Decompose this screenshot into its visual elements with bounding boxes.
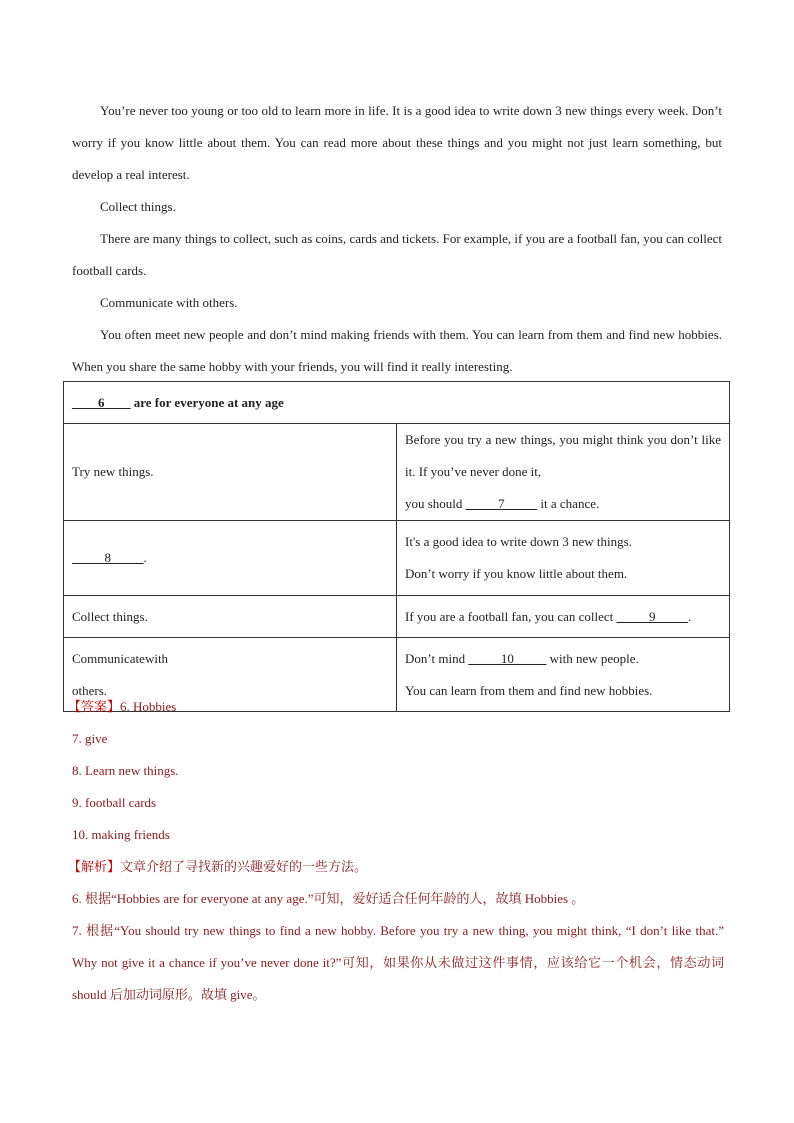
row-label-text: others. <box>72 682 108 698</box>
passage-paragraph: There are many things to collect, such as coins, cards and tickets. For example, if you are a football fan, you can collect football cards. <box>72 231 722 278</box>
summary-table <box>63 381 730 712</box>
answer-7: 7. give <box>72 731 108 746</box>
row-text: You can learn from them and find new hobbies. <box>405 682 653 698</box>
row-text <box>405 643 721 675</box>
text-part: you should <box>405 496 466 511</box>
blank-6: ____6____ <box>72 394 131 410</box>
row-text <box>405 488 721 520</box>
explanation-6: 6. 根据“Hobbies are for everyone at any age.”可知，爱好适合任何年龄的人，故填 Hobbies 。 <box>72 891 585 906</box>
row-label-text: Try new things. <box>72 464 154 479</box>
analysis-intro: 文章介绍了寻找新的兴趣爱好的一些方法。 <box>120 859 368 874</box>
text-part: it a chance. <box>537 496 600 511</box>
table-header-row <box>64 382 730 424</box>
table-row <box>64 596 730 638</box>
table-row <box>64 424 730 521</box>
blank-9: _____9_____ <box>616 608 689 624</box>
row-content <box>397 596 730 638</box>
row-label-text <box>72 643 388 675</box>
answer-9: 9. football cards <box>72 795 157 810</box>
text-part: . <box>688 608 692 624</box>
answer-10: 10. making friends <box>72 827 170 842</box>
row-label <box>64 424 397 521</box>
row-text: It's a good idea to write down 3 new things. <box>405 534 632 549</box>
table-header-cell <box>64 382 730 424</box>
text-part: Don’t mind <box>405 650 469 666</box>
answer-6: 6. Hobbies <box>120 699 177 714</box>
analysis-line <box>68 851 724 883</box>
text-part: with <box>144 650 169 666</box>
row-text: Don’t worry if you know little about them. <box>405 566 628 581</box>
row-text <box>405 601 721 633</box>
row-label-text: Collect things. <box>72 608 148 624</box>
row-label <box>64 596 397 638</box>
row-text: Before you try a new things, you might think you don’t like it. If you’ve never done it, <box>405 432 721 479</box>
reading-passage <box>72 95 722 383</box>
blank-8: _____8_____ <box>72 550 144 565</box>
row-content <box>397 424 730 521</box>
header-text: are for everyone at any age <box>130 394 284 410</box>
row-label-text <box>72 542 388 574</box>
table-row <box>64 521 730 596</box>
blank-7: _____7_____ <box>465 496 538 511</box>
explanation-7: 7. 根据“You should try new things to find a new hobby. Before you try a new thing, you might think, “I don’t like that.” Why not give it a chance if you’ve never done it?”可知，如果你从未做过这件事情，应该给它一个机会，情态动词 should 后加动词原形。故填 give。 <box>72 923 724 1002</box>
answer-line <box>68 691 724 723</box>
text-part: with new people. <box>546 650 639 666</box>
answer-8: 8. Learn new things. <box>72 763 179 778</box>
row-content <box>397 521 730 596</box>
passage-subheading: Collect things. <box>100 199 176 214</box>
passage-paragraph: You’re never too young or too old to learn more in life. It is a good idea to write down 3 new things every week. Don’t worry if you know little about them. You can read more about these things and you might not just learn something, but develop a real interest. <box>72 103 722 182</box>
answer-label: 【答案】 <box>68 699 121 714</box>
blank-10: _____10_____ <box>468 650 547 666</box>
answer-section <box>68 691 724 1011</box>
text-part: . <box>143 550 147 565</box>
passage-subheading: Communicate with others. <box>100 295 238 310</box>
text-part: If you are a football fan, you can collect <box>405 608 617 624</box>
passage-paragraph: You often meet new people and don’t mind making friends with them. You can learn from them and find new hobbies. When you share the same hobby with your friends, you will find it really interesting. <box>72 327 722 374</box>
analysis-label: 【解析】 <box>68 859 121 874</box>
row-label <box>64 521 397 596</box>
text-part: Communicate <box>72 650 145 666</box>
